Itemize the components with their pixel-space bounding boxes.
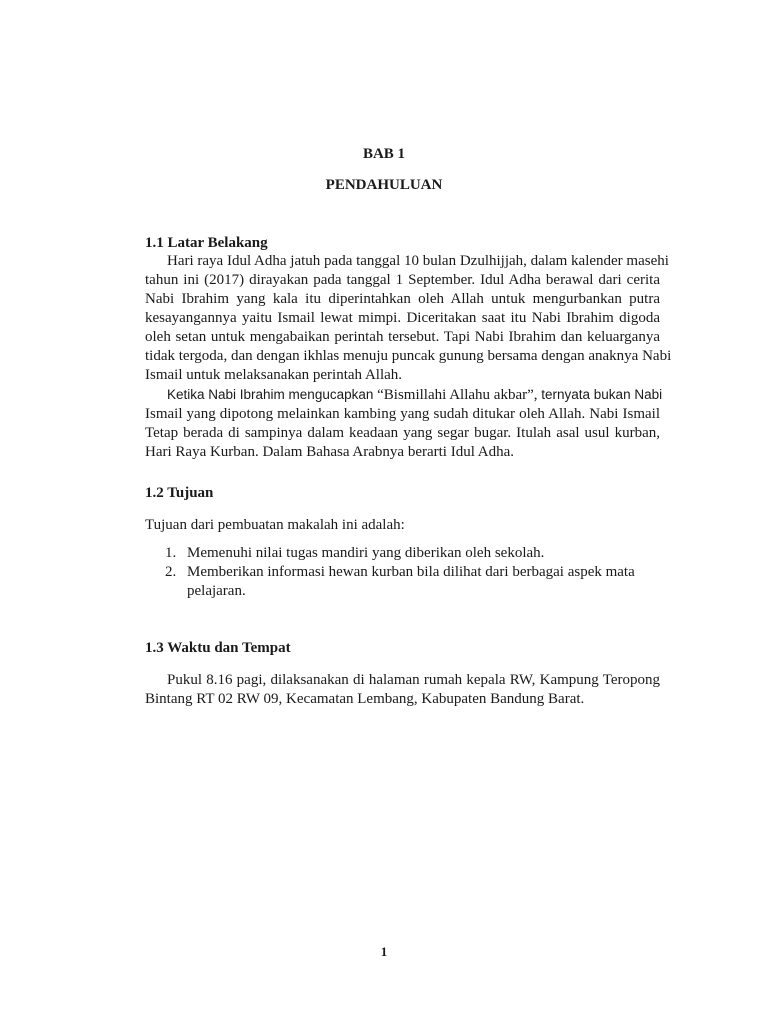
list-item <box>145 544 665 563</box>
text-fragment: ternyata bukan Nabi <box>541 387 663 402</box>
text-line <box>145 385 663 405</box>
text-line: Hari Raya Kurban. Dalam Bahasa Arabnya berarti Idul Adha. <box>145 444 515 460</box>
chapter-label: BAB 1 <box>362 146 406 162</box>
text-line: tidak tergoda, dan dengan ikhlas menuju puncak gunung bersama dengan anaknya Nabi <box>145 348 672 364</box>
text-line: Ismail untuk melaksanakan perintah Allah. <box>145 367 403 383</box>
section-heading-waktu-tempat: 1.3 Waktu dan Tempat <box>145 640 291 656</box>
list-number: 2. <box>165 564 177 580</box>
list-text: pelajaran. <box>187 583 246 599</box>
tujuan-list <box>145 544 665 601</box>
paragraph-tujuan-intro <box>145 516 660 535</box>
text-fragment: Ketika Nabi Ibrahim mengucapkan <box>167 387 374 402</box>
text-line: oleh setan untuk mengabaikan perintah tersebut. Tapi Nabi Ibrahim dan keluarganya <box>145 329 660 345</box>
page-number: 1 <box>380 944 388 959</box>
paragraph-latar-2 <box>145 385 663 462</box>
text-fragment: “Bismillahi Allahu akbar”, <box>373 387 542 403</box>
text-line: Tujuan dari pembuatan makalah ini adalah: <box>145 517 405 533</box>
text-line: kesayangannya yaitu Ismail lewat mimpi. Diceritakan saat itu Nabi Ibrahim digoda <box>145 310 660 326</box>
section-heading-tujuan: 1.2 Tujuan <box>145 485 214 501</box>
paragraph-waktu <box>145 671 660 709</box>
list-text: Memberikan informasi hewan kurban bila dilihat dari berbagai aspek mata <box>187 564 635 580</box>
list-number: 1. <box>165 545 177 561</box>
text-line: Ismail yang dipotong melainkan kambing yang sudah ditukar oleh Allah. Nabi Ismail <box>145 406 660 422</box>
text-line: Hari raya Idul Adha jatuh pada tanggal 10 bulan Dzulhijjah, dalam kalender masehi <box>167 253 669 269</box>
list-item <box>145 563 665 601</box>
paragraph-latar-1 <box>145 252 672 385</box>
text-line: tahun ini (2017) dirayakan pada tanggal 1 September. Idul Adha berawal dari cerita <box>145 272 660 288</box>
text-line: Nabi Ibrahim yang kala itu diperintahkan oleh Allah untuk mengurbankan putra <box>145 291 660 307</box>
chapter-title: PENDAHULUAN <box>325 177 443 193</box>
text-line: Pukul 8.16 pagi, dilaksanakan di halaman rumah kepala RW, Kampung Teropong <box>167 672 660 688</box>
text-line: Tetap berada di sampinya dalam keadaan yang segar bugar. Itulah asal usul kurban, <box>145 425 660 441</box>
section-heading-latar-belakang: 1.1 Latar Belakang <box>145 235 268 251</box>
text-line: Bintang RT 02 RW 09, Kecamatan Lembang, Kabupaten Bandung Barat. <box>145 691 585 707</box>
list-text: Memenuhi nilai tugas mandiri yang diberikan oleh sekolah. <box>187 545 545 561</box>
